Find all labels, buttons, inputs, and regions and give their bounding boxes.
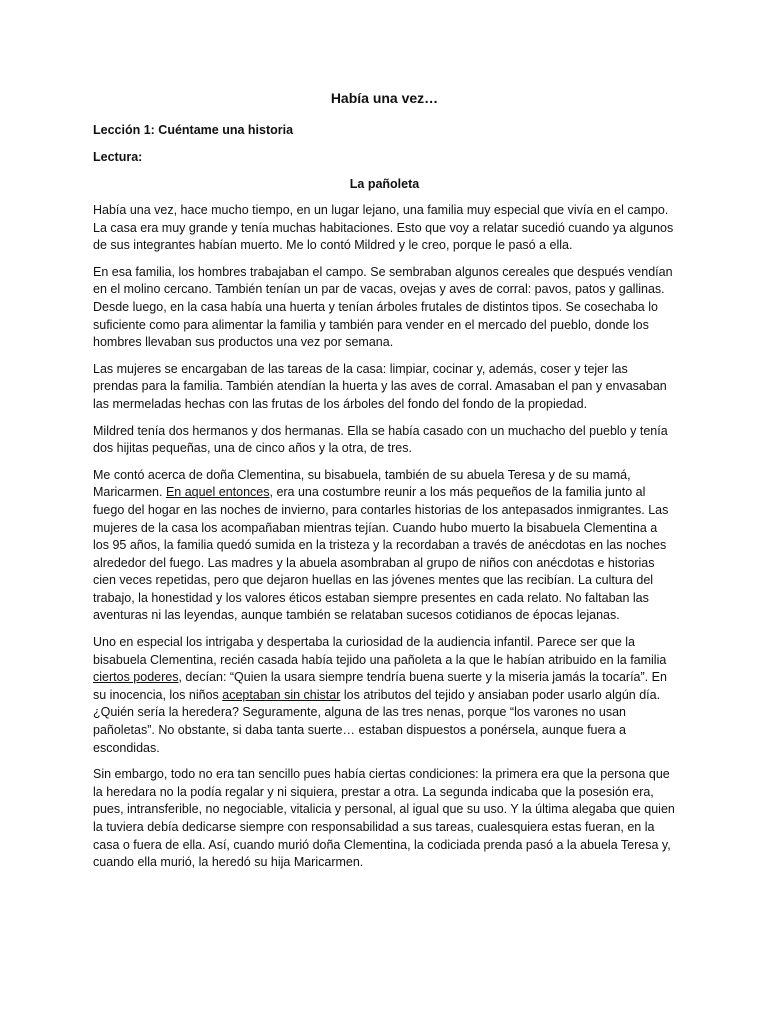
underlined-phrase-en-aquel-entonces: En aquel entonces bbox=[165, 485, 270, 500]
underlined-phrase-ciertos-poderes: ciertos poderes bbox=[93, 670, 179, 685]
paragraph-5-text-b: , era una costumbre reunir a los más pequeños de la familia junto al fuego del hogar en las noches de invierno, para contarles historias de los antepasados inmigrantes. Las mujeres de la casa los acompañaban mientras tejían. Cuando hubo muerto la bisabuela Clementina a los 95 años, la familia quedó sumida en la tristeza y la recordaban a través de anécdotas en las noches alrededor del fuego. Las madres y la abuela asombraban al grupo de niños con anécdotas e historias cien veces repetidas, pero que dejaron huellas en las jóvenes mentes que las recibían. La cultura del trabajo, la honestidad y los valores éticos estaban siempre presentes en cada relato. No faltaban las aventuras ni las leyendas, aunque también se relataban sucesos cotidianos de épocas lejanas. bbox=[93, 485, 669, 623]
underlined-phrase-aceptaban-sin-chistar: aceptaban sin chistar bbox=[222, 687, 341, 702]
paragraph-3: Las mujeres se encargaban de las tareas de la casa: limpiar, cocinar y, además, coser y tejer las prendas para la familia. También atendían la huerta y las aves de corral. Amasaban el pan y envasaban las mermeladas hechas con las frutas de los árboles del fondo del fondo de la propiedad. bbox=[93, 361, 667, 411]
paragraph-5-text-a: Me contó acerca de doña Clementina, su bisabuela, también de su abuela Teresa y de su mamá, Maricarmen. bbox=[93, 467, 631, 500]
paragraph-6-text-a: Uno en especial los intrigaba y despertaba la curiosidad de la audiencia infantil. Parece ser que la bisabuela Clementina, recién casada había tejido una pañoleta a la que le habían atribuido en la familia bbox=[93, 635, 667, 667]
paragraph-4: Mildred tenía dos hermanos y dos hermanas. Ella se había casado con un muchacho del pueblo y tenía dos hijitas pequeñas, una de cinco años y la otra, de tres. bbox=[93, 423, 668, 456]
lesson-heading: Lección 1: Cuéntame una historia bbox=[93, 123, 294, 137]
story-title: La pañoleta bbox=[349, 177, 420, 191]
paragraph-2: En esa familia, los hombres trabajaban el campo. Se sembraban algunos cereales que después vendían en el molino cercano. También tenían un par de vacas, ovejas y aves de corral: pavos, patos y gallinas. Desde luego, en la casa había una huerta y tenían árboles frutales de distintos tipos. Se cosechaba lo suficiente como para alimentar la familia y también para vender en el mercado del pueblo, donde los hombres llevaban sus productos una vez por semana. bbox=[93, 264, 673, 350]
reading-label: Lectura: bbox=[93, 150, 143, 164]
paragraph-6-text-b: , decían: “Quien la usara siempre tendría buena suerte y la miseria jamás la tocaría”. En su inocencia, los niños bbox=[93, 670, 667, 702]
paragraph-1: Había una vez, hace mucho tiempo, en un lugar lejano, una familia muy especial que vivía en el campo. La casa era muy grande y tenía muchas habitaciones. Esto que voy a relatar sucedió cuando ya algunos de sus integrantes habían muerto. Me lo contó Mildred y le creo, porque le pasó a ella. bbox=[93, 203, 674, 253]
paragraph-6 bbox=[93, 634, 676, 757]
paragraph-5 bbox=[93, 467, 676, 625]
document-title: Había una vez… bbox=[330, 90, 439, 106]
paragraph-6-text-c: los atributos del tejido y ansiaban poder usarlo algún día. ¿Quién sería la heredera? Seguramente, alguna de las tres nenas, porque “los varones no usan pañoletas”. No obstante, si daba tanta suerte… estaban dispuestos a ponérsela, aunque fuera a escondidas. bbox=[93, 687, 661, 755]
paragraph-7: Sin embargo, todo no era tan sencillo pues había ciertas condiciones: la primera era que la persona que la heredara no la podía regalar y ni siquiera, prestar a otra. La segunda indicaba que la posesión era, pues, intransferible, no negociable, vitalicia y personal, al igual que su uso. Y la última alegaba que quien la tuviera debía dedicarse siempre con responsabilidad a sus tareas, cualesquiera estas fueran, en la casa o fuera de ella. Así, cuando murió doña Clementina, la codiciada prenda pasó a la abuela Teresa y, cuando ella murió, la heredó su hija Maricarmen. bbox=[93, 767, 675, 870]
